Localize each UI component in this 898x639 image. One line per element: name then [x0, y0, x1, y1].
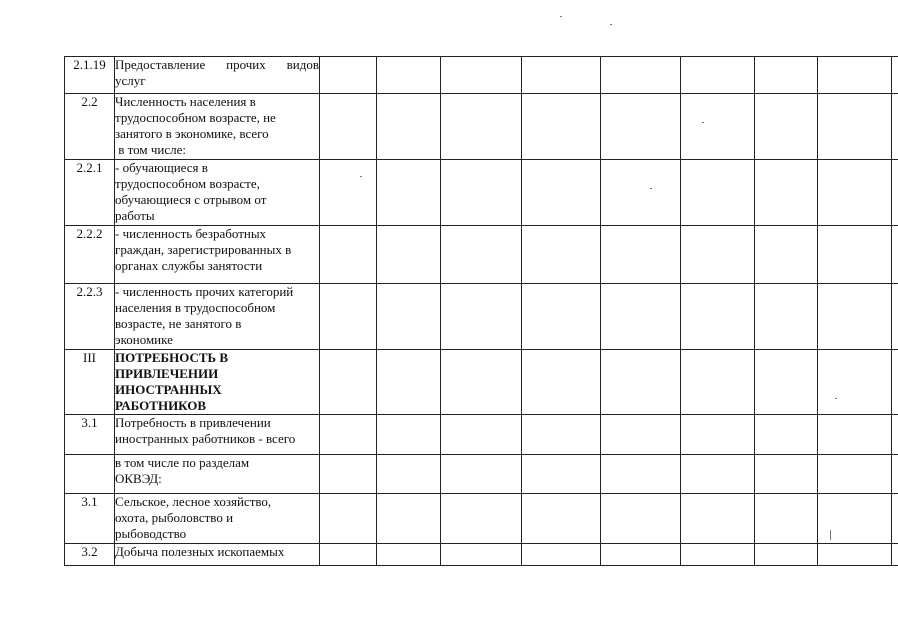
label-line: - численность прочих категорий — [115, 284, 294, 299]
data-cell[interactable] — [601, 415, 681, 455]
data-cell[interactable] — [522, 455, 601, 494]
scan-speck — [610, 24, 612, 25]
data-cell[interactable] — [818, 415, 892, 455]
label-line: услуг — [115, 73, 146, 88]
label-line: в том числе: — [115, 142, 187, 157]
scan-speck — [702, 122, 704, 123]
data-cell[interactable] — [320, 160, 377, 226]
label-line: ОКВЭД: — [115, 471, 162, 486]
label-line: ПОТРЕБНОСТЬ В — [115, 350, 229, 365]
row-label — [115, 350, 320, 415]
data-cell[interactable] — [818, 94, 892, 160]
data-cell[interactable] — [818, 160, 892, 226]
data-cell[interactable] — [755, 415, 818, 455]
data-cell[interactable] — [441, 226, 522, 284]
data-cell[interactable] — [522, 226, 601, 284]
data-cell[interactable] — [320, 350, 377, 415]
data-cell[interactable] — [601, 284, 681, 350]
scan-speck — [560, 16, 562, 17]
data-cell[interactable] — [377, 284, 441, 350]
scan-speck — [360, 176, 362, 177]
data-cell[interactable] — [892, 284, 898, 350]
data-cell[interactable] — [818, 350, 892, 415]
data-cell[interactable] — [320, 94, 377, 160]
data-cell[interactable] — [320, 544, 377, 566]
data-cell[interactable] — [681, 94, 755, 160]
data-cell[interactable] — [601, 226, 681, 284]
data-cell[interactable] — [601, 544, 681, 566]
row-number — [65, 455, 115, 494]
data-cell[interactable] — [892, 57, 898, 94]
row-label — [115, 494, 320, 544]
row-number: 3.2 — [65, 544, 115, 566]
label-line: занятого в экономике, всего — [115, 126, 269, 141]
data-cell[interactable] — [522, 350, 601, 415]
label-line: РАБОТНИКОВ — [115, 398, 207, 413]
label-line: ПРИВЛЕЧЕНИИ — [115, 366, 219, 381]
data-cell[interactable] — [377, 494, 441, 544]
row-number: 2.2.3 — [65, 284, 115, 350]
data-cell[interactable] — [681, 494, 755, 544]
row-label — [115, 455, 320, 494]
data-cell[interactable] — [377, 94, 441, 160]
data-cell[interactable] — [522, 94, 601, 160]
data-cell[interactable] — [377, 160, 441, 226]
data-cell[interactable] — [892, 226, 898, 284]
data-cell[interactable] — [320, 284, 377, 350]
label-line: Добыча полезных ископаемых — [115, 544, 285, 559]
data-cell[interactable] — [377, 350, 441, 415]
row-number: 3.1 — [65, 415, 115, 455]
data-cell[interactable] — [522, 415, 601, 455]
row-number: 2.1.19 — [65, 57, 115, 94]
data-cell[interactable] — [441, 494, 522, 544]
data-cell[interactable] — [892, 494, 898, 544]
label-line: Численность населения в — [115, 94, 256, 109]
data-cell[interactable] — [320, 57, 377, 94]
label-line: в том числе по разделам — [115, 455, 250, 470]
data-cell[interactable] — [441, 544, 522, 566]
scan-speck — [830, 530, 831, 540]
data-cell[interactable] — [755, 160, 818, 226]
data-cell[interactable] — [818, 226, 892, 284]
data-cell[interactable] — [441, 160, 522, 226]
data-cell[interactable] — [892, 160, 898, 226]
data-cell[interactable] — [601, 455, 681, 494]
data-cell[interactable] — [818, 57, 892, 94]
table-row — [65, 57, 898, 94]
data-cell[interactable] — [892, 544, 898, 566]
data-cell[interactable] — [601, 57, 681, 94]
data-cell[interactable] — [681, 284, 755, 350]
label-line: возрасте, не занятого в — [115, 316, 242, 331]
row-label — [115, 160, 320, 226]
data-cell[interactable] — [755, 57, 818, 94]
table-row — [65, 544, 898, 566]
data-cell[interactable] — [320, 455, 377, 494]
label-line: органах службы занятости — [115, 258, 263, 273]
data-cell[interactable] — [892, 415, 898, 455]
data-cell[interactable] — [601, 494, 681, 544]
data-cell[interactable] — [818, 455, 892, 494]
row-label — [115, 226, 320, 284]
data-cell[interactable] — [892, 350, 898, 415]
label-line: трудоспособном возрасте, — [115, 176, 260, 191]
table-row — [65, 226, 898, 284]
data-cell[interactable] — [601, 160, 681, 226]
data-cell[interactable] — [377, 226, 441, 284]
label-line: Сельское, лесное хозяйство, — [115, 494, 272, 509]
scan-speck — [835, 398, 837, 399]
data-cell[interactable] — [522, 494, 601, 544]
data-cell[interactable] — [818, 494, 892, 544]
table-row — [65, 160, 898, 226]
row-label — [115, 284, 320, 350]
data-cell[interactable] — [681, 57, 755, 94]
data-cell[interactable] — [441, 94, 522, 160]
row-label — [115, 415, 320, 455]
row-number: 3.1 — [65, 494, 115, 544]
label-line: - численность безработных — [115, 226, 267, 241]
scan-speck — [650, 188, 652, 189]
data-cell[interactable] — [681, 455, 755, 494]
data-cell[interactable] — [377, 57, 441, 94]
row-label — [115, 94, 320, 160]
data-cell[interactable] — [681, 544, 755, 566]
row-label — [115, 57, 320, 94]
data-cell[interactable] — [601, 350, 681, 415]
data-cell[interactable] — [522, 544, 601, 566]
data-cell[interactable] — [441, 350, 522, 415]
label-line: Предоставление прочих видов — [115, 57, 319, 72]
label-line: граждан, зарегистрированных в — [115, 242, 292, 257]
row-number: 2.2.2 — [65, 226, 115, 284]
data-cell[interactable] — [755, 455, 818, 494]
data-cell[interactable] — [441, 455, 522, 494]
data-cell[interactable] — [818, 544, 892, 566]
label-line: рыбоводство — [115, 526, 187, 541]
data-cell[interactable] — [522, 284, 601, 350]
label-line: охота, рыболовство и — [115, 510, 234, 525]
table-row — [65, 350, 898, 415]
data-cell[interactable] — [892, 94, 898, 160]
table-row — [65, 94, 898, 160]
data-cell[interactable] — [522, 160, 601, 226]
label-line: обучающиеся с отрывом от — [115, 192, 267, 207]
data-cell[interactable] — [320, 415, 377, 455]
data-cell[interactable] — [601, 94, 681, 160]
row-number: 2.2.1 — [65, 160, 115, 226]
table-row — [65, 415, 898, 455]
report-table — [64, 56, 898, 566]
row-number: III — [65, 350, 115, 415]
label-line: работы — [115, 208, 155, 223]
data-cell[interactable] — [681, 350, 755, 415]
data-cell[interactable] — [681, 415, 755, 455]
data-cell[interactable] — [755, 494, 818, 544]
data-cell[interactable] — [441, 57, 522, 94]
data-cell[interactable] — [377, 455, 441, 494]
data-cell[interactable] — [681, 160, 755, 226]
label-line: трудоспособном возрасте, не — [115, 110, 276, 125]
data-cell[interactable] — [818, 284, 892, 350]
data-cell[interactable] — [755, 350, 818, 415]
data-cell[interactable] — [441, 284, 522, 350]
data-cell[interactable] — [892, 455, 898, 494]
table-body — [65, 57, 898, 566]
data-cell[interactable] — [755, 544, 818, 566]
table-row — [65, 284, 898, 350]
label-line: иностранных работников - всего — [115, 431, 296, 446]
data-cell[interactable] — [377, 544, 441, 566]
table-row — [65, 455, 898, 494]
data-cell[interactable] — [755, 94, 818, 160]
label-line: Потребность в привлечении — [115, 415, 271, 430]
data-cell[interactable] — [755, 226, 818, 284]
data-cell[interactable] — [320, 226, 377, 284]
label-line: - обучающиеся в — [115, 160, 208, 175]
data-cell[interactable] — [755, 284, 818, 350]
label-line: экономике — [115, 332, 173, 347]
row-label — [115, 544, 320, 566]
row-number: 2.2 — [65, 94, 115, 160]
table-row — [65, 494, 898, 544]
data-cell[interactable] — [320, 494, 377, 544]
data-cell[interactable] — [441, 415, 522, 455]
data-cell[interactable] — [522, 57, 601, 94]
label-line: населения в трудоспособном — [115, 300, 276, 315]
data-cell[interactable] — [377, 415, 441, 455]
label-line: ИНОСТРАННЫХ — [115, 382, 222, 397]
data-cell[interactable] — [681, 226, 755, 284]
